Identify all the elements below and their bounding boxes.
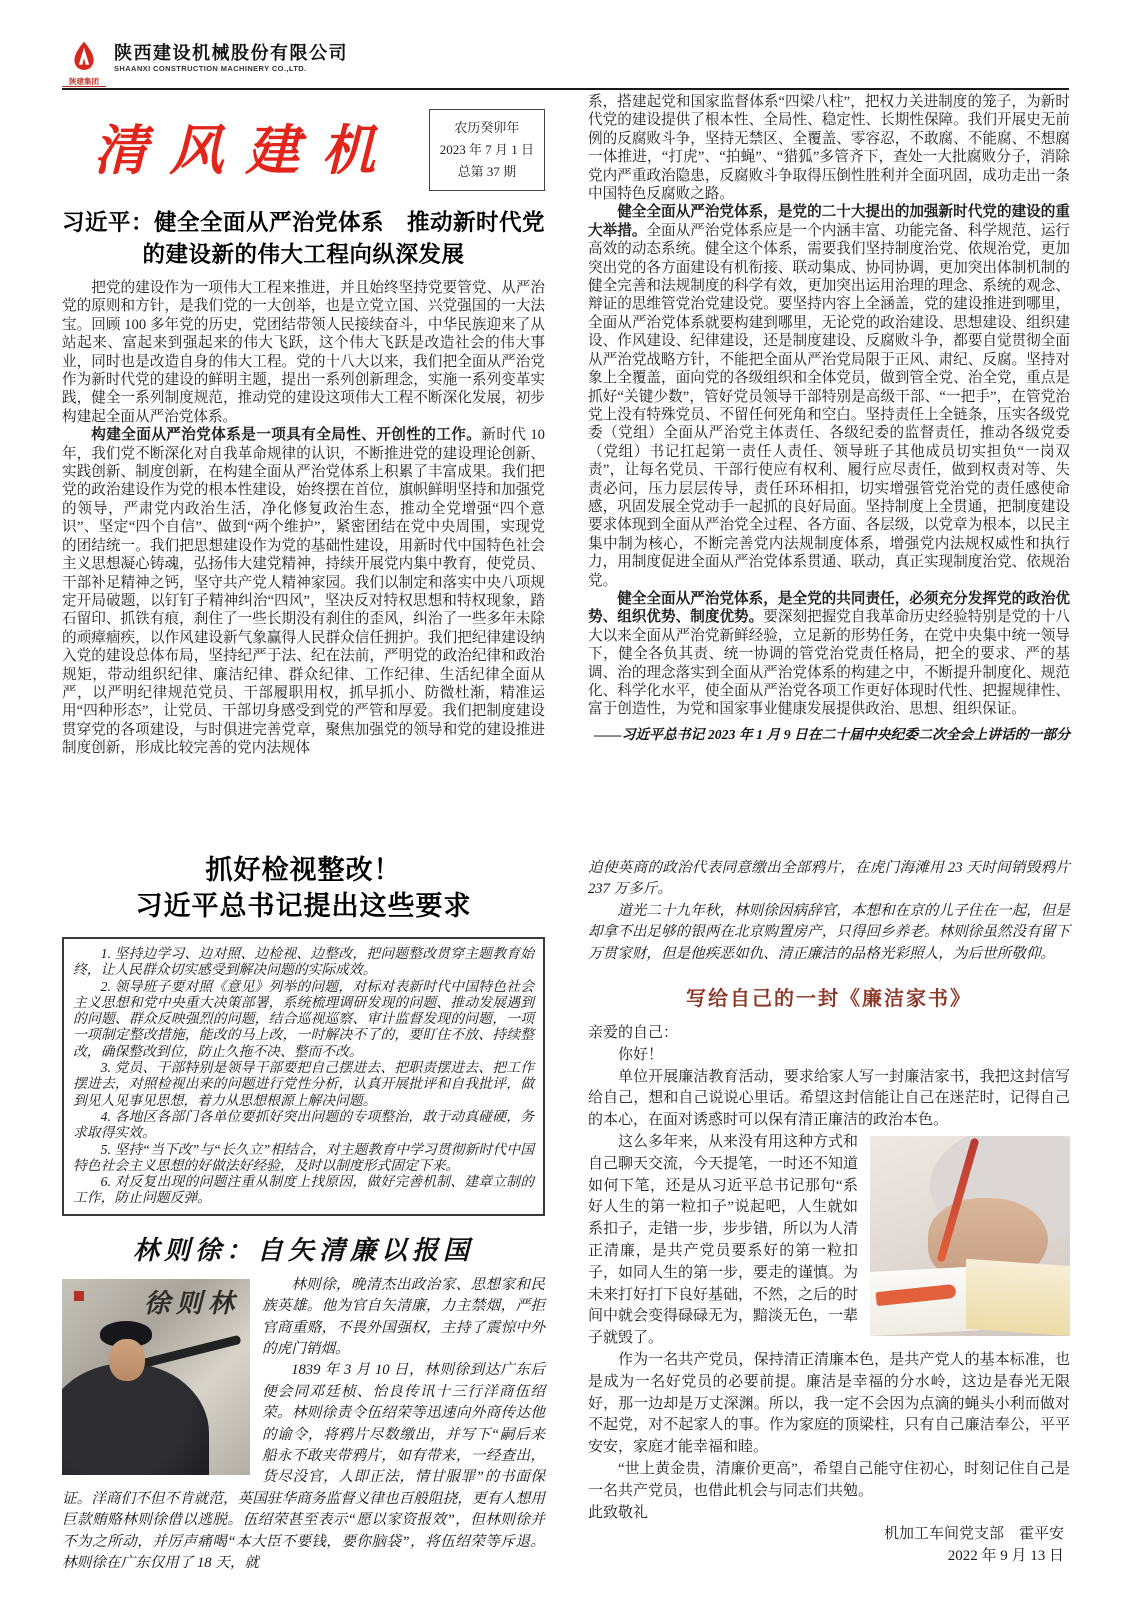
header-divider <box>62 88 1069 90</box>
company-names <box>114 40 348 73</box>
main-headline <box>62 207 545 271</box>
checklist-item: 4. 各地区各部门各单位要抓好突出问题的专项整治，敢于动真碰硬，务求取得实效。 <box>73 1108 534 1141</box>
article-paragraph <box>62 279 545 426</box>
checklist-item: 6. 对反复出现的问题注重从制度上找原因，做好完善机制、建章立制的工作，防止问题反弹。 <box>73 1174 534 1206</box>
masthead-title: 清风建机 <box>93 118 398 182</box>
photo-book-right-page <box>966 1259 1070 1336</box>
main-headline-line2: 的建设新的伟大工程向纵深发展 <box>142 242 465 267</box>
linzexu-paragraph: 迫使英商的政治代表同意缴出全部鸦片，在虎门海滩用 23 天时间销毁鸦片 237 万多斤。 <box>588 860 1070 898</box>
issue-number: 总第 37 期 <box>457 164 517 179</box>
paragraph-text: 新时代 10 年，我们党不断深化对自我革命规律的认识，不断推进党的建设理论创新、实践创新、制度创新，在构建全面从严治党体系上积累了丰富成果。我们把党的政治建设作为党的根本性建设，始终摆在首位，旗帜鲜明坚持和加强党的领导，严肃党内政治生活，净化修复政治生态，推动全党增强“四个意识”、坚定“四个自信”、做到“两个维护”，紧密团结在党中央周围，实现党的团结统一。我们把思想建设作为党的基础性建设，用新时代中国特色社会主义思想凝心铸魂，弘扬伟大建党精神，持续开展党内集中教育，使党员、干部补足精神之钙，坚守共产党人精神家园。我们以制定和落实中央八项规定开局破题，以钉钉子精神纠治“四风”，坚决反对特权思想和特权现象，踏石留印、抓铁有痕，刹住了一些长期没有刹住的歪风，纠治了一些多年未除的顽瘴痼疾，以作风建设新气象赢得人民群众信任拥护。我们把纪律建设纳入党的建设总体布局，坚持纪严于法、纪在法前，严明党的政治纪律和政治规矩，带动组织纪律、廉洁纪律、群众纪律、工作纪律、生活纪律全面从严，以严明纪律规范党员、干部履职用权，抓早抓小、防微杜渐，精准运用“四种形态”，让党员、干部切身感受到党的严管和厚爱。我们把制度建设贯穿党的各项建设，与时俱进完善党章，聚焦加强党的领导和党的建设推进制度创新，形成比较完善的党内法规体 <box>62 427 545 757</box>
company-header <box>62 40 545 87</box>
paragraph-text: 系，搭建起党和国家监督体系“四梁八柱”，把权力关进制度的笼子，为新时代党的建设提供了根本性、全局性、稳定性、长期性保障。我们开展史无前例的反腐败斗争，坚持无禁区、全覆盖、零容忍，不敢腐、不能腐、不想腐一体推进，“打虎”、“拍蝇”、“猎狐”多管齐下，查处一大批腐败分子，消除党内严重政治隐患，反腐败斗争取得压倒性胜利并全面巩固，成功走出一条中国特色反腐败之路。 <box>588 94 1070 203</box>
letter-greeting: 你好！ <box>618 1046 664 1063</box>
paragraph-lead: 健全全面从严治党体系，是全党的共同责任，必须充分发挥党的政治优势、组织优势、制度优势。 <box>588 590 1070 626</box>
portrait-face <box>109 1339 145 1381</box>
letter-date: 2022 年 9 月 13 日 <box>947 1548 1064 1565</box>
paragraph-lead: 健全全面从严治党体系，是党的二十大提出的加强新时代党的建设的重大举措。 <box>588 204 1070 239</box>
article-paragraph <box>588 93 1070 203</box>
checklist-box <box>62 937 545 1216</box>
letter-salutation: 亲爱的自己： <box>588 1025 679 1042</box>
paragraph-lead: 构建全面从严治党体系是一项具有全局性、开创性的工作。 <box>91 427 482 444</box>
checklist-heading-line2: 习近平总书记提出这些要求 <box>135 891 472 921</box>
portrait-figure <box>62 1363 209 1475</box>
linzexu-paragraph: 林则徐，晚清杰出政治家、思想家和民族英雄。他为官自矢清廉，力主禁烟，严拒官商重赂，不畏外国强权，主持了震惊中外的虎门销烟。 <box>262 1276 545 1357</box>
letter-title: 写给自己的一封《廉洁家书》 <box>686 988 972 1011</box>
masthead <box>62 109 545 191</box>
linzexu-title: 林则徐：自矢清廉以报国 <box>132 1235 474 1266</box>
issue-box <box>429 109 545 191</box>
linzexu-calligraphy: 徐则林 <box>143 1288 240 1319</box>
speech-attribution: ——习近平总书记 2023 年 1 月 9 日在二十届中央纪委二次全会上讲话的一部分 <box>594 726 1070 742</box>
linzexu-continuation <box>588 858 1070 965</box>
letter-signature: 机加工车间党支部 霍平安 <box>883 1526 1064 1543</box>
company-logo <box>62 40 106 87</box>
linzexu-paragraph: 1839 年 3 月 10 日，林则徐到达广东后便会同邓廷桢、怡良传讯十三行洋商伍绍荣。林则徐责令伍绍荣等迅速向外商传达他的谕令，将鸦片尽数缴出，并写下“嗣后来船永不敢夹带鸦片，如有带来，一经查出，货尽没官，人即正法，情甘服罪”的书面保证。洋商们不但不肯就范，英国驻华商务监督义律也百般阻挠，更有人想用巨款贿赂林则徐借以逃脱。伍绍荣甚至表示“愿以家资报效”，但林则徐并不为之所动，并厉声痛喝“本大臣不要钱，要你脑袋”，将伍绍荣等斥退。林则徐在广东仅用了 18 天，就 <box>62 1362 545 1572</box>
checklist-item: 3. 党员、干部特别是领导干部要把自己摆进去、把职责摆进去、把工作摆进去，对照检视出来的问题进行党性分析，认真开展批评和自我批评，做到见人见事见思想，着力从思想根源上解决问题。 <box>73 1060 534 1108</box>
paragraph-text: 全面从严治党体系应是一个内涵丰富、功能完备、科学规范、运行高效的动态系统。健全这个体系，需要我们坚持制度治党、依规治党，更加突出党的各方面建设有机衔接、联动集成、协同协调，更加突出体制机制的健全完善和法规制度的科学有效，更加突出运用治理的理念、系统的观念、辩证的思维管党治党建设党。要坚持内容上全涵盖，党的建设推进到哪里，全面从严治党体系就要构建到哪里，无论党的政治建设、思想建设、组织建设、作风建设、纪律建设，还是制度建设、反腐败斗争，都要自觉贯彻全面从严治党战略方针，不能把全面从严治党局限于正风、肃纪、反腐。坚持对象上全覆盖，面向党的各级组织和全体党员，做到管全党、治全党，重点是抓好“关键少数”，管好党员领导干部特别是高级干部、“一把手”，在管党治党上没有特殊党员、不留任何死角和空白。坚持责任上全链条，压实各级党委（党组）全面从严治党主体责任、各级纪委的监督责任，推动各级党委（党组）书记扛起第一责任人责任、领导班子其他成员切实担负“一岗双责”，让每名党员、干部行使应有权利、履行应尽责任，做到权责对等、失责必问，压力层层传导，责任环环相扣，切实增强管党治党的责任感使命感，巩固发展全党动手一起抓的良好局面。坚持制度上全贯通，把制度建设要求体现到全面从严治党全过程、各方面、各层级，以党章为根本，以民主集中制为核心，不断完善党内法规制度体系，增强党内法规权威性和执行力，用制度促进全面从严治党体系贯通、联动，真正实现制度治党、依规治党。 <box>588 222 1070 589</box>
issue-date: 2023 年 7 月 1 日 <box>439 142 534 157</box>
company-logo-icon <box>68 59 100 76</box>
article-paragraph <box>588 203 1070 590</box>
top-left-column <box>62 40 545 758</box>
letter-body <box>588 1023 1070 1568</box>
letter-closing: 此致敬礼 <box>588 1504 649 1521</box>
seal-mark <box>74 1291 84 1301</box>
checklist-heading <box>62 852 545 924</box>
letter-paragraph: 单位开展廉洁教育活动，要求给家人写一封廉洁家书，我把这封信写给自己，想和自己说说心里话。希望这封信能让自己在迷茫时，记得自己的本心，在面对诱惑时可以保有清正廉洁的政治本色。 <box>588 1068 1070 1129</box>
checklist-item: 1. 坚持边学习、边对照、边检视、边整改，把问题整改贯穿主题教育始终，让人民群众切实感受到解决问题的实际成效。 <box>73 946 534 978</box>
logo-caption: 陕建集团 <box>62 77 106 87</box>
company-name-cn: 陕西建设机械股份有限公司 <box>114 43 348 63</box>
issue-lunar-year: 农历癸卯年 <box>454 120 520 135</box>
letter-paragraph: 这么多年来，从来没有用这种方式和自己聊天交流，今天提笔，一时还不知道如何下笔，还是从习近平总书记那句“系好人生的第一粒扣子”说起吧，人生就如系扣子，走错一步，步步错，所以为人清正清廉，是共产党员要系好的第一粒扣子，如同人生的第一步，要走的谨慎。为未来打好打下良好基础，不然，之后的时间中就会变得碌碌无为，黯淡无色，一辈子就毁了。 <box>588 1134 859 1347</box>
linzexu-paragraph: 道光二十九年秋，林则徐因病辞官，本想和在京的儿子住在一起，但是却拿不出足够的银两在北京购置房产，只得回乡养老。林则徐虽然没有留下万贯家财，但是他疾恶如仇、清正廉洁的品格光彩照人，为后世所敬仰。 <box>588 902 1070 962</box>
paragraph-text: 把党的建设作为一项伟大工程来推进，并且始终坚持党要管党、从严治党的原则和方针，是我们党的一大创举，也是立党立国、兴党强国的一大法宝。回顾 100 多年党的历史，党团结带领人民接续奋斗，中华民族迎来了从站起来、富起来到强起来的伟大飞跃，这个伟大飞跃是改造社会的伟大事业，同时也是改造自身的伟大工程。党的十八大以来，我们把全面从严治党作为新时代党的建设的鲜明主题，提出一系列创新理念，实施一系列变革实践，健全一系列制度规范，推动党的建设这项伟大工程不断深化发展，初步构建起全面从严治党体系。 <box>62 280 545 425</box>
article-paragraph <box>62 426 545 757</box>
letter-paragraph: “世上黄金贵，清廉价更高”，希望自己能守住初心，时刻记住自己是一名共产党员，也借此机会与同志们共勉。 <box>588 1460 1070 1499</box>
top-right-column <box>588 93 1070 745</box>
checklist-item: 2. 领导班子要对照《意见》列举的问题，对标对表新时代中国特色社会主义思想和党中央重大决策部署，系统梳理调研发现的问题、推动发展遇到的问题、群众反映强烈的问题，结合巡视巡察、审计监督发现的问题，一项一项制定整改措施，能改的马上改，一时解决不了的，要盯住不放、持续整改，确保整改到位，防止久拖不决、整而不改。 <box>73 978 534 1059</box>
article-paragraph <box>588 590 1070 719</box>
company-name-en: SHAANXI CONSTRUCTION MACHINERY CO.,LTD. <box>114 64 307 73</box>
letter-paragraph: 作为一名共产党员，保持清正清廉本色，是共产党人的基本标准，也是成为一名好党员的必要前提。廉洁是幸福的分水岭，这边是春光无限好，那一边却是万丈深渊。所以，我一定不会因为点滴的蝇头小利而做对不起党，对不起家人的事。作为家庭的顶梁柱，只有自己廉洁奉公，平平安安，家庭才能幸福和睦。 <box>588 1351 1070 1456</box>
bottom-left-column <box>62 852 545 1574</box>
linzexu-portrait-image <box>62 1279 250 1475</box>
article-left-body <box>62 279 545 758</box>
checklist-item: 5. 坚持“当下改”与“长久立”相结合，对主题教育中学习贯彻新时代中国特色社会主义思想的好做法好经验，及时以制度形式固定下来。 <box>73 1141 534 1173</box>
checklist-heading-line1: 抓好检视整改！ <box>205 855 402 885</box>
writing-hand-photo <box>870 1136 1070 1336</box>
main-headline-line1: 习近平：健全全面从严治党体系 推动新时代党 <box>62 210 546 235</box>
bottom-right-column <box>588 858 1070 1568</box>
paragraph-text: 要深刻把握党自我革命历史经验特别是党的十八大以来全面从严治党新鲜经验，立足新的形势任务，在党中央集中统一领导下，健全各负其责、统一协调的管党治党责任格局，把全的要求、严的基调、治的理念落实到全面从严治党体系的构建之中，不断提升制度化、规范化、科学化水平，使全面从严治党各项工作更好体现时代性、把握规律性、富于创造性，为党和国家事业健康发展提供政治、思想、组织保证。 <box>588 609 1070 718</box>
linzexu-body <box>62 1275 545 1575</box>
